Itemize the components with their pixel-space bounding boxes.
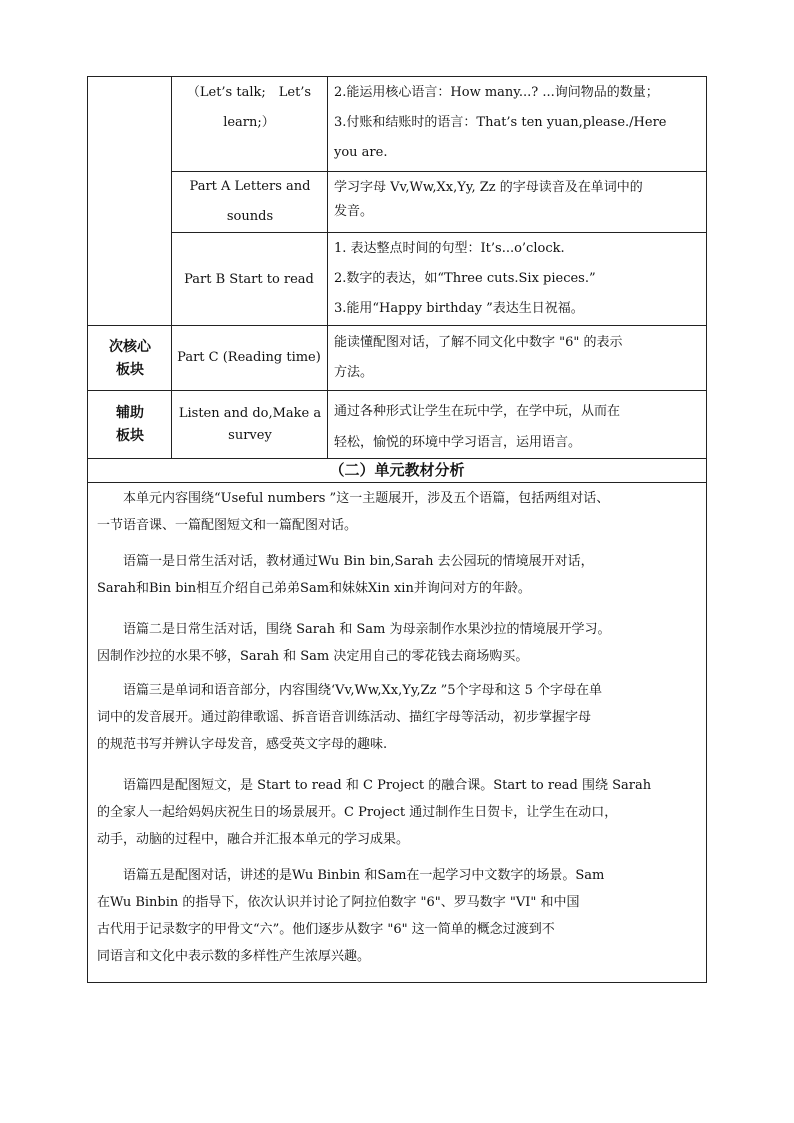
row1-line: you are. xyxy=(334,145,388,160)
paragraph-line: 语篇三是单词和语音部分，内容围绕‘Vv,Ww,Xx,Yy,Zz ”5个字母和这 5 个字母在单 xyxy=(97,683,603,698)
row5-category xyxy=(89,402,171,448)
paragraph-3 xyxy=(87,616,707,670)
category-line: 辅助 xyxy=(116,405,144,421)
category-line: 次核心 xyxy=(109,339,151,355)
paragraph-2 xyxy=(87,548,707,602)
row4-module-label: Part C (Reading time) xyxy=(177,350,321,365)
section-title: （二）单元教材分析 xyxy=(329,461,465,479)
row-divider xyxy=(87,390,707,391)
row5-line: 轻松，愉悦的环境中学习语言，运用语言。 xyxy=(334,435,582,450)
row2-line: 发音。 xyxy=(334,204,374,219)
row3-line: 3.能用“Happy birthday ”表达生日祝福。 xyxy=(334,301,584,316)
row1-line: 2.能运用核心语言：How many...? ...询问物品的数量； xyxy=(334,85,659,100)
category-line: 板块 xyxy=(116,428,144,444)
paragraph-line: 同语言和文化中表示数的多样性产生浓厚兴趣。 xyxy=(97,949,371,964)
paragraph-line: 词中的发音展开。通过韵律歌谣、拆音语音训练活动、描红字母等活动，初步掌握字母 xyxy=(97,710,592,725)
row1-module-label: （Let’s talk; Let’s learn;） xyxy=(186,85,312,130)
category-line: 板块 xyxy=(116,362,144,378)
column-divider xyxy=(171,76,172,458)
row3-content xyxy=(334,234,706,324)
table-border-bottom xyxy=(87,982,707,983)
paragraph-1 xyxy=(87,485,707,539)
paragraph-line: 古代用于记录数字的甲骨文“六”。他们逐步从数字 "6" 这一简单的概念过渡到不 xyxy=(97,922,555,937)
row4-line: 能读懂配图对话，了解不同文化中数字 "6" 的表示 xyxy=(334,335,623,350)
row5-content xyxy=(334,396,706,458)
row-divider xyxy=(171,232,707,233)
paragraph-line: Sarah和Bin bin相互介绍自己弟弟Sam和妹妹Xin xin并询问对方的年龄。 xyxy=(97,581,531,596)
paragraph-6 xyxy=(87,862,707,970)
paragraph-line: 语篇四是配图短文，是 Start to read 和 C Project 的融合课。Start to read 围绕 Sarah xyxy=(97,778,652,793)
paragraph-4 xyxy=(87,677,707,758)
row5-module-label: Listen and do,Make a survey xyxy=(178,406,322,443)
paragraph-line: 的规范书写并辨认字母发音，感受英文字母的趣味. xyxy=(97,737,388,752)
row4-category xyxy=(89,336,171,382)
row4-line: 方法。 xyxy=(334,365,374,380)
paragraph-line: 语篇一是日常生活对话，教材通过Wu Bin bin,Sarah 去公园玩的情境展开对话， xyxy=(97,554,594,569)
paragraph-line: 在Wu Binbin 的指导下，依次认识并讨论了阿拉伯数字 "6"、罗马数字 "VI" 和中国 xyxy=(97,895,580,910)
paragraph-line: 的全家人一起给妈妈庆祝生日的场景展开。C Project 通过制作生日贺卡，让学生在动口， xyxy=(97,805,618,820)
paragraph-line: 语篇二是日常生活对话，围绕 Sarah 和 Sam 为母亲制作水果沙拉的情境展开学习。 xyxy=(97,622,611,637)
row3-module-label: Part B Start to read xyxy=(184,272,314,287)
row5-line: 通过各种形式让学生在玩中学，在学中玩，从而在 xyxy=(334,404,621,419)
paragraph-line: 因制作沙拉的水果不够，Sarah 和 Sam 决定用自己的零花钱去商场购买。 xyxy=(97,649,529,664)
lesson-table xyxy=(87,76,707,983)
paragraph-line: 一节语音课、一篇配图短文和一篇配图对话。 xyxy=(97,518,358,533)
row3-line: 2.数字的表达，如“Three cuts.Six pieces.” xyxy=(334,271,596,286)
paragraph-line: 语篇五是配图对话，讲述的是Wu Binbin 和Sam在一起学习中文数字的场景。Sam xyxy=(97,868,605,883)
row3-line: 1. 表达整点时间的句型：It’s...o’clock. xyxy=(334,241,565,256)
row2-module-label: Part A Letters and sounds xyxy=(189,179,311,224)
paragraph-line: 动手，动脑的过程中，融合并汇报本单元的学习成果。 xyxy=(97,832,410,847)
row1-content xyxy=(334,78,706,168)
row2-content xyxy=(334,176,706,224)
row-divider xyxy=(87,482,707,483)
table-border-top xyxy=(87,76,707,77)
paragraph-5 xyxy=(87,772,707,853)
row2-line: 学习字母 Vv,Ww,Xx,Yy, Zz 的字母读音及在单词中的 xyxy=(334,180,643,195)
column-divider xyxy=(327,76,328,458)
paragraph-line: 本单元内容围绕“Useful numbers ”这一主题展开，涉及五个语篇，包括两组对话、 xyxy=(97,491,610,506)
row4-content xyxy=(334,328,706,388)
row-divider xyxy=(87,325,707,326)
row1-line: 3.付账和结账时的语言：That’s ten yuan,please./Here xyxy=(334,115,667,130)
